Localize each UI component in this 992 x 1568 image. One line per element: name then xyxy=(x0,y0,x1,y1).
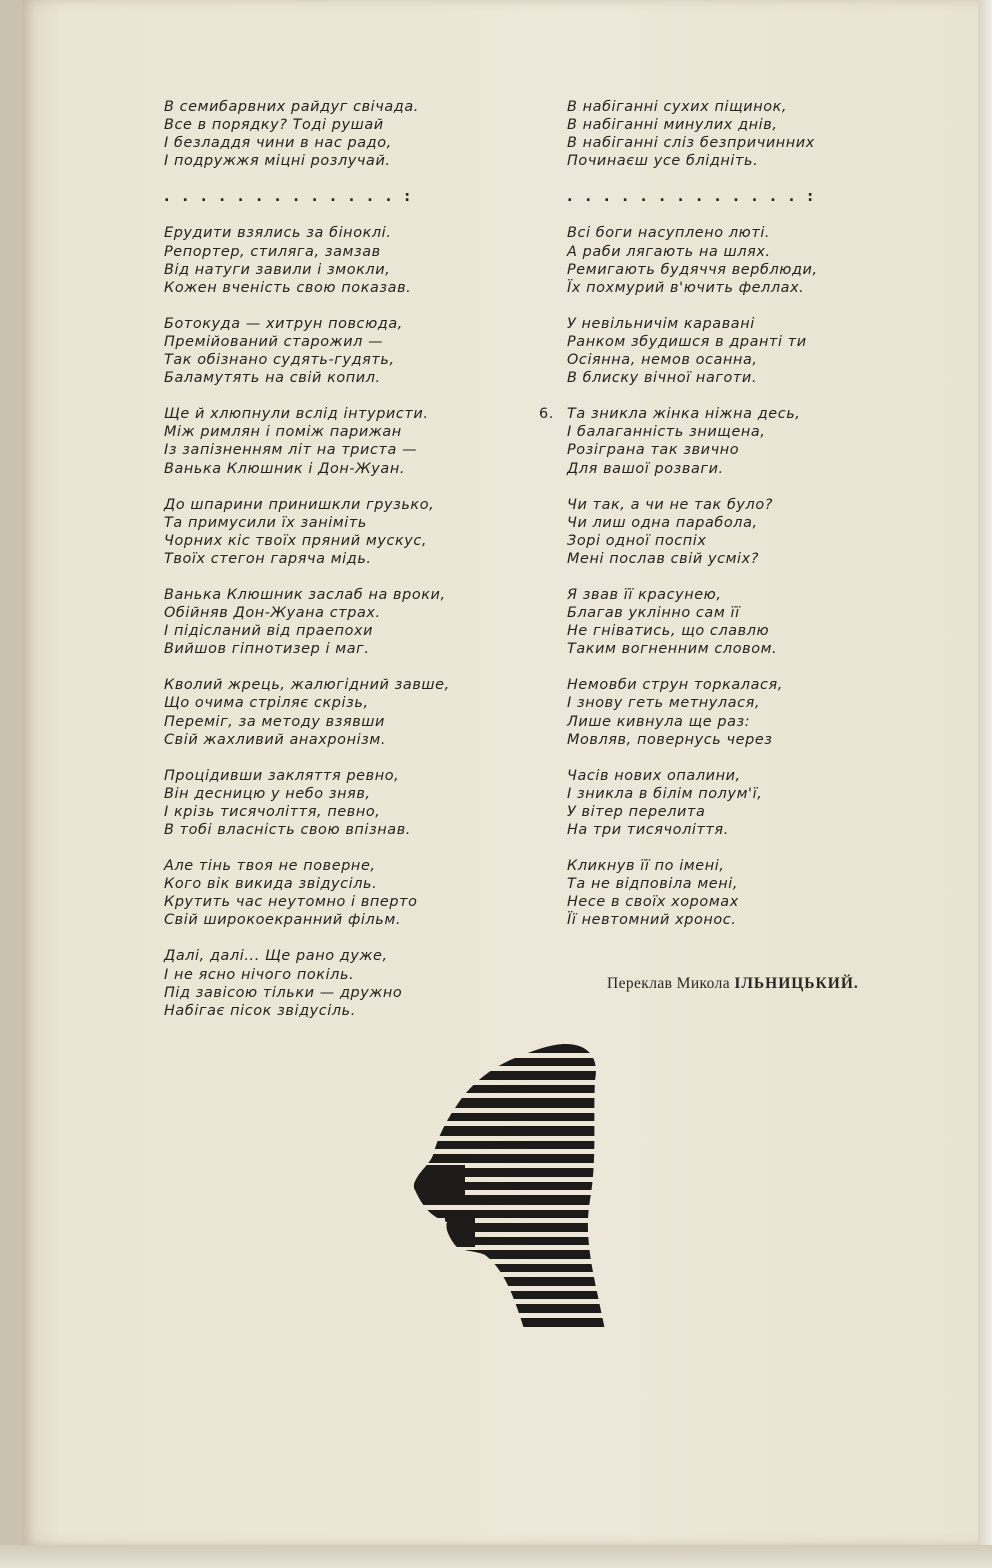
stanza xyxy=(567,676,897,748)
verse-line: І не ясно нічого покіль. xyxy=(164,966,355,983)
verse-line: Твоїх стегон гаряча мідь. xyxy=(164,550,372,567)
verse-line: Розіграна так звично xyxy=(567,442,740,459)
verse-line: Що очима стріляє скрізь, xyxy=(164,695,369,712)
verse-line: В набіганні минулих днів, xyxy=(567,117,778,134)
page-bottom-edge xyxy=(0,1545,992,1568)
verse-line: Від натуги завили і змокли, xyxy=(164,261,391,278)
verse-line: Чорних кіс твоїх пряний мускус, xyxy=(164,532,428,549)
verse-line: Часів нових опалини, xyxy=(567,767,741,784)
verse-line: Між римлян і поміж парижан xyxy=(164,424,402,441)
section-number: 6. xyxy=(539,406,554,423)
verse-line: До шпарини принишкли грузько, xyxy=(164,496,435,513)
verse-line: Я звав її красунею, xyxy=(567,586,722,603)
verse-line: Свій широкоекранний фільм. xyxy=(164,912,402,929)
stanza xyxy=(567,586,897,658)
verse-line: Процідивши закляття ревно, xyxy=(164,767,400,784)
verse-line: Кожен вченість свою показав. xyxy=(164,279,412,296)
verse-line: На три тисячоліття. xyxy=(567,822,729,838)
verse-line: У вітер перелита xyxy=(567,803,706,820)
verse-line: Та зникла жінка ніжна десь, xyxy=(567,406,801,423)
verse-line: Ранком збудишся в дранті ти xyxy=(567,333,807,350)
stanza xyxy=(567,857,897,929)
verse-line: Ще й хлюпнули вслід інтуристи. xyxy=(164,406,429,423)
stanza xyxy=(164,98,504,170)
stanza xyxy=(164,224,504,296)
verse-line: У невільничім каравані xyxy=(567,315,755,332)
verse-line: Осіянна, немов осанна, xyxy=(567,352,758,369)
stanza xyxy=(567,496,897,568)
verse-line: Так обізнано судять-гудять, xyxy=(164,352,395,369)
translator-surname: ІЛЬНИЦЬКИЙ. xyxy=(734,975,859,992)
verse-line: Премійований старожил — xyxy=(164,333,384,350)
stanza xyxy=(567,98,897,170)
translator-credit xyxy=(607,975,859,993)
credit-prefix: Переклав Микола xyxy=(607,975,731,992)
verse-line: Крутить час неутомно і вперто xyxy=(164,894,418,911)
stanza xyxy=(164,857,504,929)
verse-line: Баламутять на свій копил. xyxy=(164,370,381,387)
verse-line: Переміг, за методу взявши xyxy=(164,713,386,730)
stanza xyxy=(164,315,504,387)
stanza xyxy=(164,586,504,658)
verse-line: В блиску вічної наготи. xyxy=(567,370,758,387)
verse-line: Ерудити взялись за біноклі. xyxy=(164,225,392,242)
poem-left-column xyxy=(164,98,504,1038)
verse-line: Ботокуда — хитрун повсюда, xyxy=(164,315,403,332)
verse-line: І подружжя міцні розлучай. xyxy=(164,153,391,170)
verse-line: Він десницю у небо зняв, xyxy=(164,785,371,802)
verse-line: Під завісою тільки — дружно xyxy=(164,984,403,1001)
verse-line: І крізь тисячоліття, певно, xyxy=(164,803,381,820)
verse-line: Мені послав свій усміх? xyxy=(567,550,760,567)
verse-line: І знову геть метнулася, xyxy=(567,695,761,712)
verse-line: І зникла в білім полум'ї, xyxy=(567,785,763,802)
stanza xyxy=(567,315,897,387)
verse-line: В тобі власність свою впізнав. xyxy=(164,822,411,838)
verse-line: Чи так, а чи не так було? xyxy=(567,496,773,513)
verse-line: Ванька Клюшник і Дон-Жуан. xyxy=(164,460,406,477)
verse-line: Немовби струн торкалася, xyxy=(567,677,783,694)
verse-line: В набіганні сліз безпричинних xyxy=(567,135,815,152)
stanza xyxy=(567,767,897,839)
verse-line: Всі боги насуплено люті. xyxy=(567,225,771,242)
verse-line: Кволий жрець, жалюгідний завше, xyxy=(164,677,450,694)
verse-line: Репортер, стиляга, замзав xyxy=(164,243,381,260)
verse-line: Таким вогненним словом. xyxy=(567,641,778,658)
verse-line: Ремигають будяччя верблюди, xyxy=(567,261,818,278)
stanza xyxy=(164,676,504,748)
verse-line: І підісланий від праепохи xyxy=(164,623,374,640)
verse-line: Вийшов гіпнотизер і маг. xyxy=(164,641,370,658)
verse-line: Мовляв, повернусь через xyxy=(567,731,773,748)
verse-line: В набіганні сухих піщинок, xyxy=(567,99,788,115)
verse-line: Починаєш усе блідніть. xyxy=(567,153,759,170)
stanza xyxy=(164,405,504,477)
stanza xyxy=(567,224,897,296)
verse-line: Не гніватись, що славлю xyxy=(567,623,770,640)
verse-line: Обійняв Дон-Жуана страх. xyxy=(164,605,381,622)
section-divider: . . . . . . . . . . . . . : xyxy=(567,189,817,206)
section-divider: . . . . . . . . . . . . . : xyxy=(164,189,414,206)
stanza xyxy=(164,947,504,1019)
verse-line: Благав уклінно сам її xyxy=(567,605,740,622)
verse-line: Та примусили їх заніміть xyxy=(164,514,367,531)
verse-line: Її невтомний хронос. xyxy=(567,912,737,929)
verse-line: В семибарвних райдуг свічада. xyxy=(164,99,419,115)
profile-silhouette-illustration xyxy=(405,1040,635,1340)
verse-line: Набігає пісок звідусіль. xyxy=(164,1002,356,1019)
next-page-edge xyxy=(978,0,992,1568)
verse-line: Зорі одної поспіх xyxy=(567,532,707,549)
stanza xyxy=(539,405,897,477)
verse-line: Лише кивнула ще раз: xyxy=(567,713,751,730)
verse-line: А раби лягають на шлях. xyxy=(567,243,771,260)
stanza xyxy=(164,767,504,839)
verse-line: Та не відповіла мені, xyxy=(567,876,739,893)
verse-line: Ванька Клюшник заслаб на вроки, xyxy=(164,586,446,603)
verse-line: Але тінь твоя не поверне, xyxy=(164,858,376,875)
poem-right-column xyxy=(539,98,897,947)
verse-line: І безладдя чини в нас радо, xyxy=(164,135,392,152)
verse-line: Свій жахливий анахронізм. xyxy=(164,731,387,748)
verse-line: Їх похмурий в'ючить феллах. xyxy=(567,279,805,296)
verse-line: Далі, далі... Ще рано дуже, xyxy=(164,948,388,965)
verse-line: Кликнув її по імені, xyxy=(567,858,725,875)
verse-line: Чи лиш одна парабола, xyxy=(567,514,758,531)
verse-line: І балаганність знищена, xyxy=(567,424,766,441)
verse-line: Несе в своїх хоромах xyxy=(567,894,739,911)
verse-line: Все в порядку? Тоді рушай xyxy=(164,117,384,134)
stanza xyxy=(164,496,504,568)
verse-line: Кого вік викида звідусіль. xyxy=(164,876,378,893)
verse-line: Для вашої розваги. xyxy=(567,460,724,477)
verse-line: Із запізненням літ на триста — xyxy=(164,442,418,459)
